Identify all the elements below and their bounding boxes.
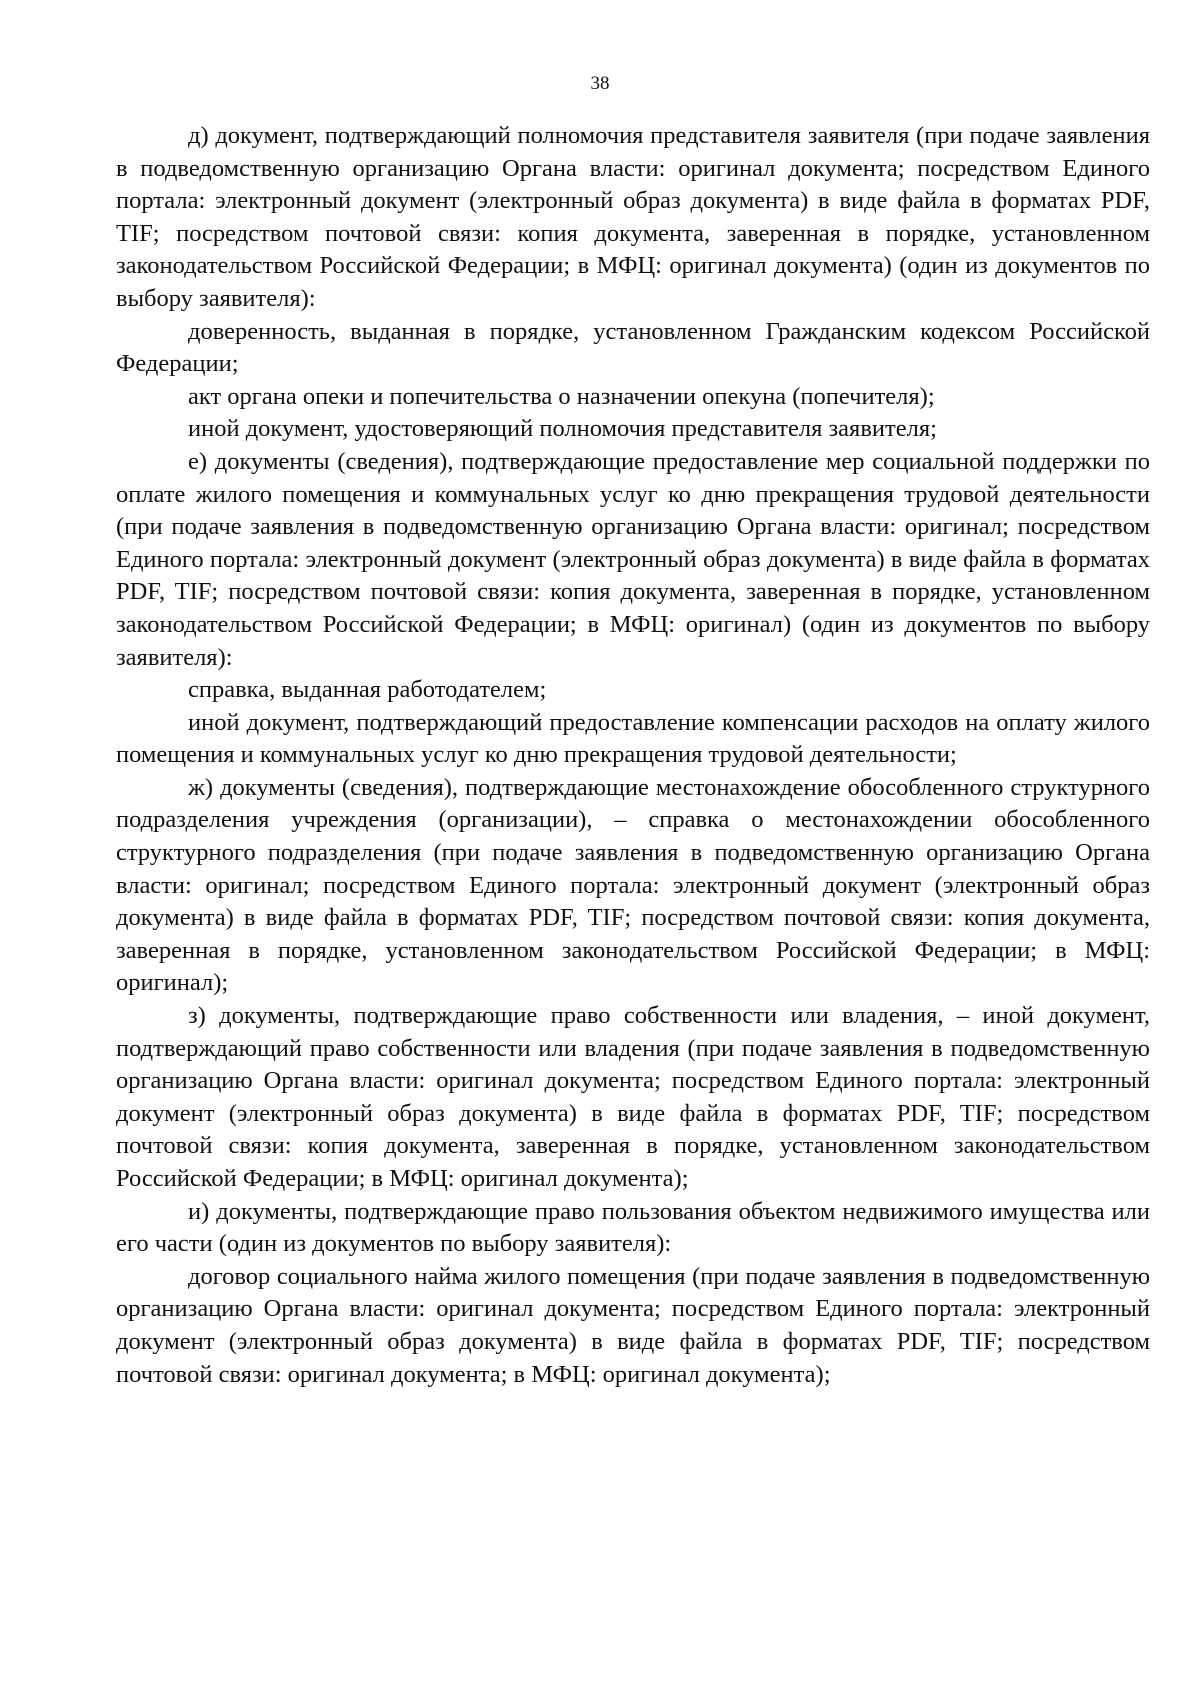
paragraph-other-compensation-document: иной документ, подтверждающий предоставление компенсации расходов на оплату жилого помещения и коммунальных услуг ко дню прекращения трудовой деятельности; <box>116 708 1150 769</box>
paragraph-guardianship-act: акт органа опеки и попечительства о назначении опекуна (попечителя); <box>188 382 935 410</box>
paragraph-z-ownership-documents: з) документы, подтверждающие право собственности или владения, – иной документ, подтверждающий право собственности или владения (при подаче заявления в подведомственную организацию Органа власти: оригинал документа; посредством Единого портала: электронный документ (электронный образ документа) в виде файла в форматах PDF, TIF; посредством почтовой связи: копия документа, заверенная в порядке, установленном законодательством Российской Федерации; в МФЦ: оригинал документа); <box>116 1002 1150 1192</box>
paragraph-e-social-support-documents: е) документы (сведения), подтверждающие предоставление мер социальной поддержки по оплате жилого помещения и коммунальных услуг ко дню прекращения трудовой деятельности (при подаче заявления в подведомственную организацию Органа власти: оригинал; посредством Единого портала: электронный документ (электронный образ документа) в виде файла в форматах PDF, TIF; посредством почтовой связи: копия документа, заверенная в порядке, установленном законодательством Российской Федерации; в МФЦ: оригинал) (один из документов по выбору заявителя): <box>116 447 1150 671</box>
paragraph-power-of-attorney: доверенность, выданная в порядке, установленном Гражданским кодексом Российской Федерации; <box>116 317 1150 378</box>
paragraph-d-representative-authority: д) документ, подтверждающий полномочия представителя заявителя (при подаче заявления в подведомственную организацию Органа власти: оригинал документа; посредством Единого портала: электронный документ (электронный образ документа) в виде файла в форматах PDF, TIF; посредством почтовой связи: копия документа, заверенная в порядке, установленном законодательством Российской Федерации; в МФЦ: оригинал документа) (один из документов по выбору заявителя): <box>116 122 1150 312</box>
paragraph-social-tenancy-agreement: договор социального найма жилого помещения (при подаче заявления в подведомственную организацию Органа власти: оригинал документа; посредством Единого портала: электронный документ (электронный образ документа) в виде файла в форматах PDF, TIF; посредством почтовой связи: оригинал документа; в МФЦ: оригинал документа); <box>116 1262 1150 1388</box>
paragraph-employer-certificate: справка, выданная работодателем; <box>188 676 547 704</box>
paragraph-i-right-of-use-documents: и) документы, подтверждающие право пользования объектом недвижимого имущества или его части (один из документов по выбору заявителя): <box>116 1197 1150 1258</box>
document-body <box>116 120 1150 1391</box>
paragraph-zh-separate-division-location: ж) документы (сведения), подтверждающие местонахождение обособленного структурного подразделения учреждения (организации), – справка о местонахождении обособленного структурного подразделения (при подаче заявления в подведомственную организацию Органа власти: оригинал; посредством Единого портала: электронный документ (электронный образ документа) в виде файла в форматах PDF, TIF; посредством почтовой связи: копия документа, заверенная в порядке, установленном законодательством Российской Федерации; в МФЦ: оригинал); <box>116 773 1150 997</box>
page-number: 38 <box>590 73 610 94</box>
paragraph-other-authority-document: иной документ, удостоверяющий полномочия представителя заявителя; <box>188 415 937 443</box>
